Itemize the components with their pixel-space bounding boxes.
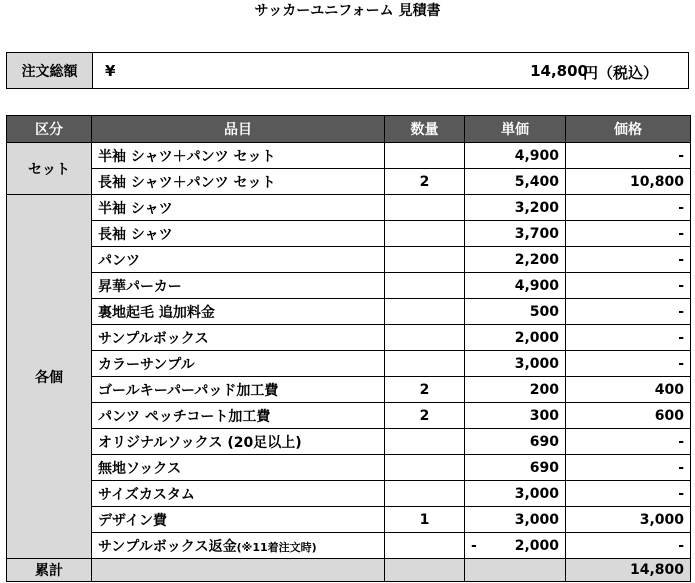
table-row [7, 507, 691, 533]
item-name-cell [92, 221, 385, 247]
item-name: 半袖 シャツ＋パンツ セット [98, 148, 276, 165]
item-name: 裏地起毛 追加料金 [98, 304, 215, 321]
price-cell: - [566, 429, 691, 455]
unit-price-cell [465, 429, 566, 455]
unit-price-cell [465, 403, 566, 429]
unit-price-value: 3,200 [514, 199, 559, 216]
table-row [7, 221, 691, 247]
table-row [7, 247, 691, 273]
item-name-cell [92, 247, 385, 273]
unit-price-value: 2,000 [514, 329, 559, 346]
quantity-cell [385, 429, 465, 455]
item-name-cell [92, 299, 385, 325]
table-row [7, 299, 691, 325]
item-name: 長袖 シャツ＋パンツ セット [98, 174, 276, 191]
summary-total: 14,800 [566, 559, 691, 582]
unit-price-cell [465, 533, 566, 559]
unit-price-value: 3,700 [514, 225, 559, 242]
price-cell: 600 [566, 403, 691, 429]
order-total-amount: 14,800 [530, 62, 588, 80]
quantity-cell: 1 [385, 507, 465, 533]
unit-price-value: 5,400 [514, 173, 559, 190]
order-total-unit: 円（税込） [582, 64, 658, 82]
item-name-cell [92, 429, 385, 455]
quantity-cell [385, 325, 465, 351]
table-row [7, 377, 691, 403]
summary-empty [92, 559, 385, 582]
unit-price-value: 4,900 [514, 277, 559, 294]
item-name-cell [92, 169, 385, 195]
price-cell: - [566, 273, 691, 299]
currency-symbol: ¥ [105, 62, 116, 80]
table-row [7, 481, 691, 507]
price-cell: - [566, 195, 691, 221]
item-name-cell [92, 195, 385, 221]
quantity-cell [385, 351, 465, 377]
item-name-cell [92, 325, 385, 351]
unit-price-cell [465, 169, 566, 195]
table-row [7, 429, 691, 455]
unit-price-cell [465, 143, 566, 169]
unit-price-value: 300 [529, 407, 559, 424]
quantity-cell [385, 533, 465, 559]
header-unit-price: 単価 [465, 116, 566, 143]
price-cell: - [566, 455, 691, 481]
quantity-cell: 2 [385, 403, 465, 429]
price-cell: - [566, 481, 691, 507]
unit-price-cell [465, 481, 566, 507]
unit-price-value: 3,000 [514, 485, 559, 502]
quantity-cell [385, 195, 465, 221]
item-name: ゴールキーパーパッド加工費 [98, 382, 279, 399]
unit-price-cell [465, 377, 566, 403]
unit-price-cell [465, 325, 566, 351]
quantity-cell [385, 455, 465, 481]
price-cell: - [566, 143, 691, 169]
unit-price-value: 500 [529, 303, 559, 320]
category-cell: 各個 [7, 195, 92, 559]
unit-price-sign: - [471, 537, 477, 554]
price-cell: 3,000 [566, 507, 691, 533]
item-name: パンツ ペッチコート加工費 [98, 408, 271, 425]
item-name: 無地ソックス [98, 460, 182, 477]
item-name-cell [92, 533, 385, 559]
item-name: 半袖 シャツ [98, 200, 173, 217]
order-total-value [93, 53, 688, 88]
item-name: パンツ [98, 252, 140, 269]
table-row [7, 455, 691, 481]
unit-price-value: 200 [529, 381, 559, 398]
unit-price-cell [465, 507, 566, 533]
category-cell: セット [7, 143, 92, 195]
summary-row [7, 559, 691, 582]
quantity-cell [385, 221, 465, 247]
quantity-cell [385, 247, 465, 273]
quantity-cell: 2 [385, 169, 465, 195]
item-name: サンプルボックス返金 [98, 538, 237, 555]
item-name-cell [92, 143, 385, 169]
unit-price-value: 3,000 [514, 511, 559, 528]
item-name: デザイン費 [98, 512, 168, 529]
price-cell: 400 [566, 377, 691, 403]
unit-price-value: 690 [529, 459, 559, 476]
unit-price-value: 2,000 [514, 537, 559, 554]
unit-price-value: 2,200 [514, 251, 559, 268]
item-name-cell [92, 455, 385, 481]
item-name: サンプルボックス [98, 330, 209, 347]
item-name: 長袖 シャツ [98, 226, 173, 243]
item-name-cell [92, 377, 385, 403]
item-name: 昇華パーカー [98, 278, 182, 295]
header-item: 品目 [92, 116, 385, 143]
quantity-cell: 2 [385, 377, 465, 403]
unit-price-value: 3,000 [514, 355, 559, 372]
price-cell: - [566, 533, 691, 559]
unit-price-cell [465, 247, 566, 273]
summary-label: 累計 [7, 559, 92, 582]
table-row [7, 273, 691, 299]
item-note: (※11着注文時) [236, 540, 317, 554]
table-row [7, 143, 691, 169]
item-name-cell [92, 273, 385, 299]
item-name-cell [92, 481, 385, 507]
table-row [7, 195, 691, 221]
table-row [7, 533, 691, 559]
price-cell: - [566, 299, 691, 325]
unit-price-cell [465, 273, 566, 299]
price-cell: - [566, 325, 691, 351]
quantity-cell [385, 143, 465, 169]
estimate-table [6, 115, 691, 582]
summary-empty [465, 559, 566, 582]
item-name-cell [92, 507, 385, 533]
unit-price-cell [465, 195, 566, 221]
price-cell: - [566, 351, 691, 377]
unit-price-cell [465, 299, 566, 325]
order-total-box [6, 52, 689, 89]
item-name-cell [92, 403, 385, 429]
table-body [7, 143, 691, 559]
table-row [7, 325, 691, 351]
page-title: サッカーユニフォーム 見積書 [254, 3, 441, 19]
quantity-cell [385, 273, 465, 299]
header-price: 価格 [566, 116, 691, 143]
unit-price-cell [465, 455, 566, 481]
unit-price-value: 690 [529, 433, 559, 450]
quantity-cell [385, 299, 465, 325]
table-header-row [7, 116, 691, 143]
price-cell: - [566, 247, 691, 273]
unit-price-cell [465, 351, 566, 377]
item-name: オリジナルソックス (20足以上) [98, 434, 302, 451]
order-total-label: 注文総額 [7, 53, 93, 88]
header-quantity: 数量 [385, 116, 465, 143]
item-name: サイズカスタム [98, 486, 195, 503]
unit-price-cell [465, 221, 566, 247]
table-row [7, 351, 691, 377]
quantity-cell [385, 481, 465, 507]
item-name: カラーサンプル [98, 356, 195, 373]
table-row [7, 403, 691, 429]
price-cell: 10,800 [566, 169, 691, 195]
summary-empty [385, 559, 465, 582]
header-category: 区分 [7, 116, 92, 143]
price-cell: - [566, 221, 691, 247]
unit-price-value: 4,900 [514, 147, 559, 164]
item-name-cell [92, 351, 385, 377]
table-row [7, 169, 691, 195]
